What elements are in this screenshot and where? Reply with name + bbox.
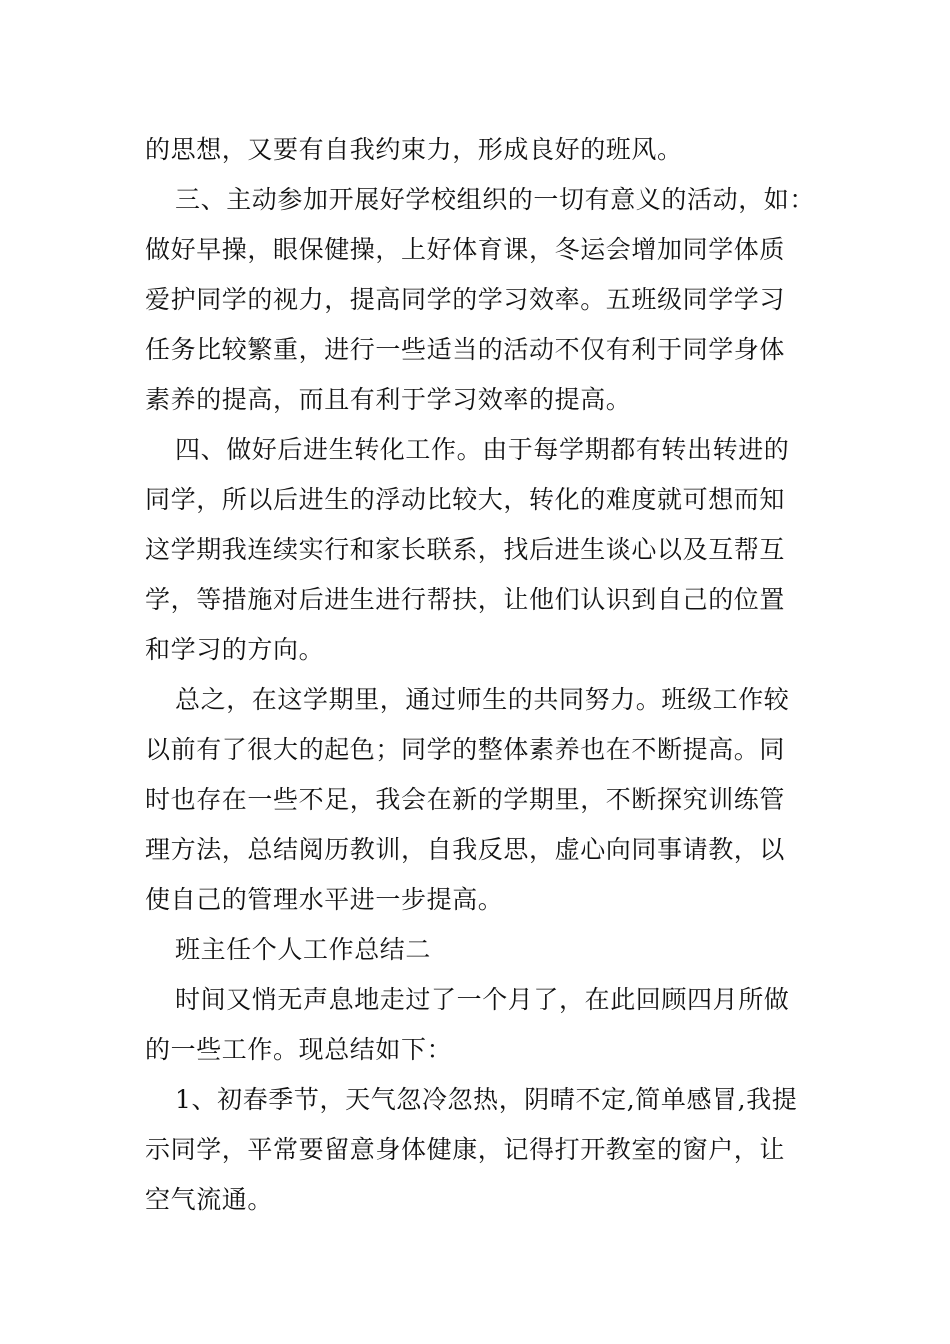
text-line: 时间又悄无声息地走过了一个月了，在此回顾四月所做 bbox=[175, 985, 790, 1014]
text-line: 这学期我连续实行和家长联系，找后进生谈心以及互帮互 bbox=[145, 535, 786, 564]
text-line: 同学，所以后进生的浮动比较大，转化的难度就可想而知 bbox=[145, 485, 786, 514]
text-line: 的一些工作。现总结如下： bbox=[145, 1035, 453, 1064]
section-heading: 班主任个人工作总结二 bbox=[175, 935, 432, 964]
text-line: 任务比较繁重，进行一些适当的活动不仅有利于同学身体 bbox=[145, 335, 786, 364]
text-line: 三、主动参加开展好学校组织的一切有意义的活动，如： bbox=[175, 185, 816, 214]
text-line: 做好早操，眼保健操，上好体育课，冬运会增加同学体质 bbox=[145, 235, 786, 264]
text-line: 理方法，总结阅历教训，自我反思，虚心向同事请教，以 bbox=[145, 835, 786, 864]
text-line: 的思想，又要有自我约束力，形成良好的班风。 bbox=[145, 135, 683, 164]
text-line: 以前有了很大的起色；同学的整体素养也在不断提高。同 bbox=[145, 735, 786, 764]
text-line: 空气流通。 bbox=[145, 1185, 274, 1214]
text-line: 时也存在一些不足，我会在新的学期里，不断探究训练管 bbox=[145, 785, 786, 814]
text-line: 和学习的方向。 bbox=[145, 635, 325, 664]
text-line: 爱护同学的视力，提高同学的学习效率。五班级同学学习 bbox=[145, 285, 786, 314]
text-line: 总之，在这学期里，通过师生的共同努力。班级工作较 bbox=[175, 685, 790, 714]
text-line: 1、初春季节，天气忽冷忽热，阴晴不定,简单感冒,我提 bbox=[175, 1085, 798, 1114]
text-line: 示同学，平常要留意身体健康，记得打开教室的窗户，让 bbox=[145, 1135, 786, 1164]
text-line: 使自己的管理水平进一步提高。 bbox=[145, 885, 504, 914]
text-line: 学，等措施对后进生进行帮扶，让他们认识到自己的位置 bbox=[145, 585, 786, 614]
text-line: 素养的提高，而且有利于学习效率的提高。 bbox=[145, 385, 632, 414]
text-line: 四、做好后进生转化工作。由于每学期都有转出转进的 bbox=[175, 435, 790, 464]
